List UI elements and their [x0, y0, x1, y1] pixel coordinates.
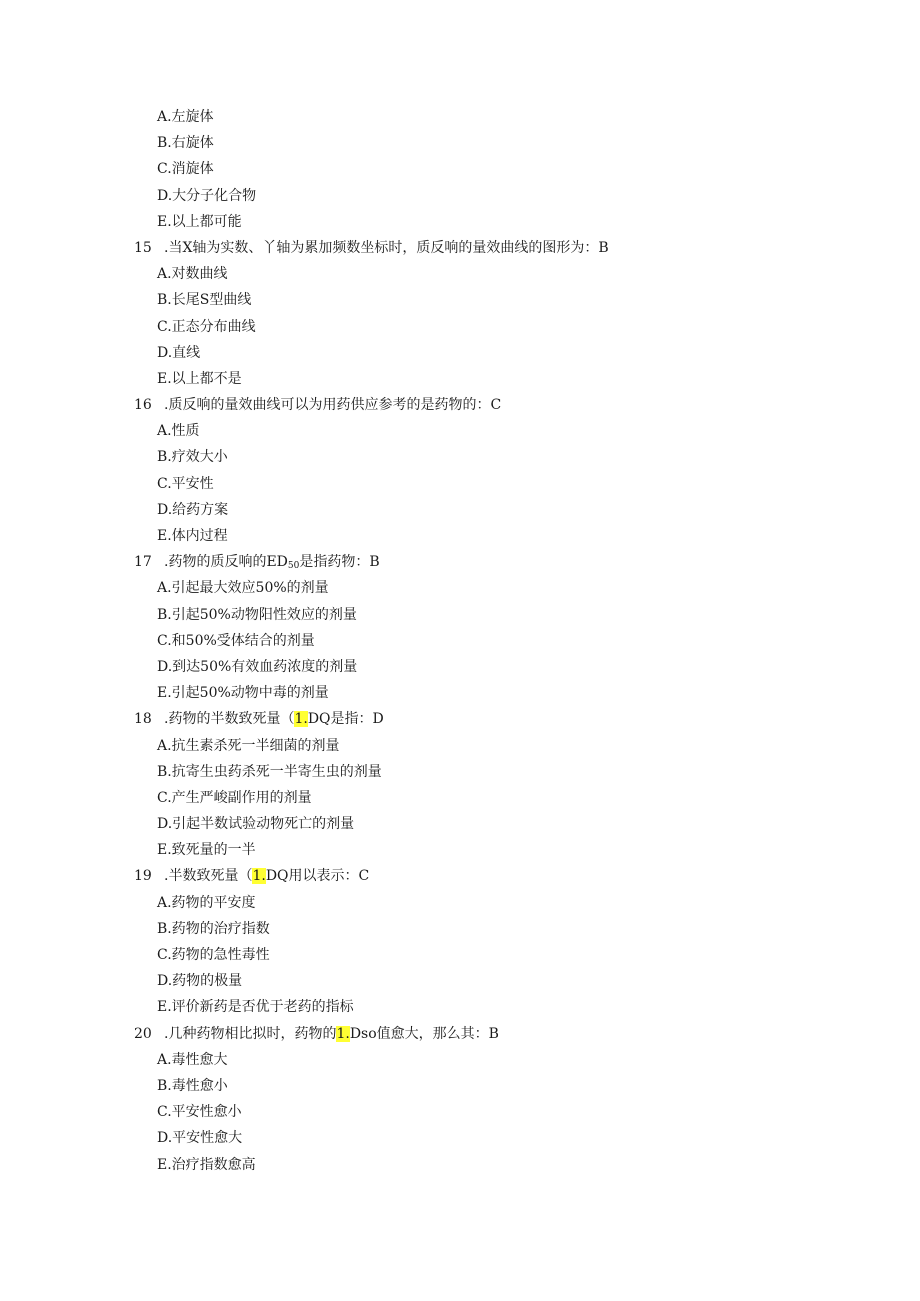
option-a: A.性质 — [157, 423, 200, 440]
question-text-end: Dso值愈大，那么其：B — [349, 1025, 499, 1042]
option-c: C.和50%受体结合的剂量 — [157, 632, 315, 649]
option-c: C.正态分布曲线 — [157, 318, 256, 335]
document-page — [0, 104, 920, 1178]
option-d: D.给药方案 — [157, 501, 229, 518]
option-a: A.对数曲线 — [157, 266, 228, 283]
highlighted-text: 1. — [336, 1025, 350, 1042]
option-e: E.治疗指数愈高 — [157, 1156, 256, 1173]
question-number: 15 — [134, 239, 152, 256]
option-a: A.左旋体 — [157, 109, 214, 125]
option-d: D.平安性愈大 — [157, 1130, 243, 1147]
question-text: .药物的半数致死量（ — [164, 711, 295, 728]
option-b: B.药物的治疗指数 — [157, 920, 270, 937]
question-20 — [0, 1021, 920, 1047]
question-number: 19 — [134, 868, 152, 885]
question-text: .半数致死量（ — [164, 868, 253, 885]
option-a: A.抗生素杀死一半细菌的剂量 — [157, 737, 340, 754]
option-d: D.药物的极量 — [157, 973, 243, 990]
question-text-end: 是指药物：B — [299, 554, 380, 571]
option-b: B.毒性愈小 — [157, 1077, 228, 1094]
subscript-text: 50 — [287, 561, 300, 572]
option-a: A.药物的平安度 — [157, 894, 256, 911]
question-15 — [0, 235, 920, 261]
question-text-end: DQ用以表示：C — [265, 868, 370, 885]
option-c: C.产生严峻副作用的剂量 — [157, 789, 312, 806]
option-e: E.以上都可能 — [157, 213, 242, 230]
highlighted-text: 1. — [294, 711, 308, 728]
option-d: D.到达50%有效血药浓度的剂量 — [157, 658, 358, 675]
option-e: E.引起50%动物中毒的剂量 — [157, 685, 329, 702]
option-e: E.致死量的一半 — [157, 842, 256, 859]
option-b: B.引起50%动物阳性效应的剂量 — [157, 606, 357, 623]
option-e: E.以上都不是 — [157, 370, 242, 387]
option-b: B.抗寄生虫药杀死一半寄生虫的剂量 — [157, 763, 382, 780]
option-b: B.疗效大小 — [157, 449, 228, 466]
option-d: D.引起半数试验动物死亡的剂量 — [157, 816, 355, 833]
question-text: .药物的质反响的ED — [164, 554, 288, 571]
option-e: E.体内过程 — [157, 528, 228, 544]
option-b: B.右旋体 — [157, 135, 214, 152]
option-d: D.直线 — [157, 344, 201, 361]
option-a: A.毒性愈大 — [157, 1051, 228, 1068]
option-a: A.引起最大效应50%的剂量 — [157, 580, 329, 597]
option-c: C.平安性愈小 — [157, 1104, 242, 1121]
question-number: 17 — [134, 554, 152, 571]
option-d: D.大分子化合物 — [157, 187, 257, 204]
option-e: E.评价新药是否优于老药的指标 — [157, 999, 354, 1016]
highlighted-text: 1. — [252, 868, 266, 885]
option-c: C.消旋体 — [157, 161, 214, 178]
option-c: C.平安性 — [157, 475, 214, 492]
question-19 — [0, 863, 920, 889]
question-text: .几种药物相比拟时，药物的 — [164, 1025, 337, 1042]
question-text-end: DQ是指：D — [307, 711, 384, 728]
question-number: 16 — [134, 397, 152, 414]
question-text: .质反响的量效曲线可以为用药供应参考的是药物的：C — [164, 397, 502, 414]
question-17 — [0, 549, 920, 575]
question-number: 18 — [134, 711, 152, 728]
question-18 — [0, 706, 920, 732]
question-16 — [0, 392, 920, 418]
option-c: C.药物的急性毒性 — [157, 947, 270, 963]
question-number: 20 — [134, 1025, 152, 1042]
option-b: B.长尾S型曲线 — [157, 292, 252, 309]
question-text: .当X轴为实数、丫轴为累加频数坐标时，质反响的量效曲线的图形为：B — [164, 239, 609, 256]
